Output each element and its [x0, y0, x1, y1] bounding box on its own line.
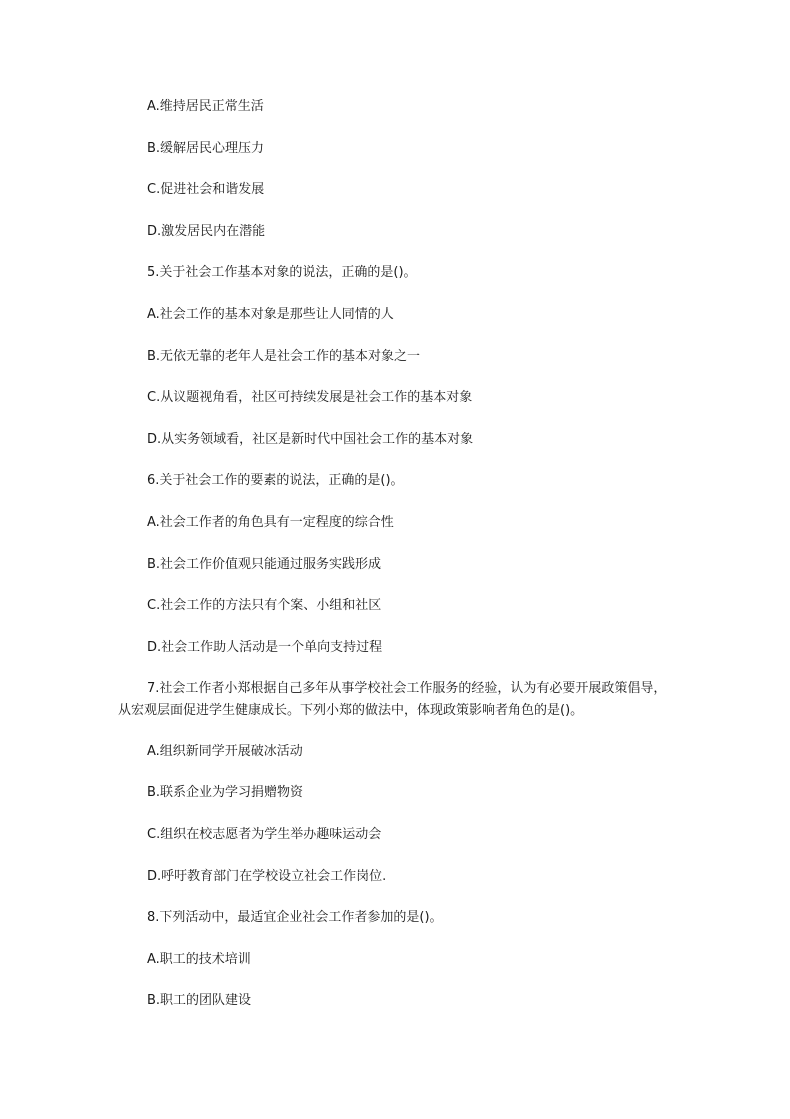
question-6: 6.关于社会工作的要素的说法，正确的是()。	[147, 473, 404, 488]
option-d-q4: D.激发居民内在潜能	[147, 224, 266, 239]
option-c-q4: C.促进社会和谐发展	[147, 182, 265, 197]
option-d-q5: D.从实务领域看，社区是新时代中国社会工作的基本对象	[147, 432, 474, 447]
option-b-q7: B.联系企业为学习捐赠物资	[147, 785, 304, 800]
option-d-q6: D.社会工作助人活动是一个单向支持过程	[147, 640, 383, 655]
option-a-q6: A.社会工作者的角色具有一定程度的综合性	[147, 515, 394, 530]
option-d-q7: D.呼吁教育部门在学校设立社会工作岗位.	[147, 869, 387, 884]
question-5: 5.关于社会工作基本对象的说法，正确的是()。	[147, 265, 417, 280]
option-a-q8: A.职工的技术培训	[147, 952, 251, 967]
option-c-q7: C.组织在校志愿者为学生举办趣味运动会	[147, 827, 382, 842]
question-7: 7.社会工作者小郑根据自己多年从事学校社会工作服务的经验，认为有必要开展政策倡导，从宏观层面促进学生健康成长。下列小郑的做法中，体现政策影响者角色的是()。	[118, 681, 667, 718]
option-c-q5: C.从议题视角看，社区可持续发展是社会工作的基本对象	[147, 390, 473, 405]
option-b-q4: B.缓解居民心理压力	[147, 141, 265, 156]
option-c-q6: C.社会工作的方法只有个案、小组和社区	[147, 598, 382, 613]
option-a-q7: A.组织新同学开展破冰活动	[147, 744, 303, 759]
option-b-q8: B.职工的团队建设	[147, 993, 252, 1008]
question-8: 8.下列活动中，最适宜企业社会工作者参加的是()。	[147, 910, 443, 925]
option-b-q5: B.无依无靠的老年人是社会工作的基本对象之一	[147, 349, 421, 364]
option-a-q4: A.维持居民正常生活	[147, 99, 264, 114]
option-a-q5: A.社会工作的基本对象是那些让人同情的人	[147, 307, 394, 322]
option-b-q6: B.社会工作价值观只能通过服务实践形成	[147, 557, 382, 572]
